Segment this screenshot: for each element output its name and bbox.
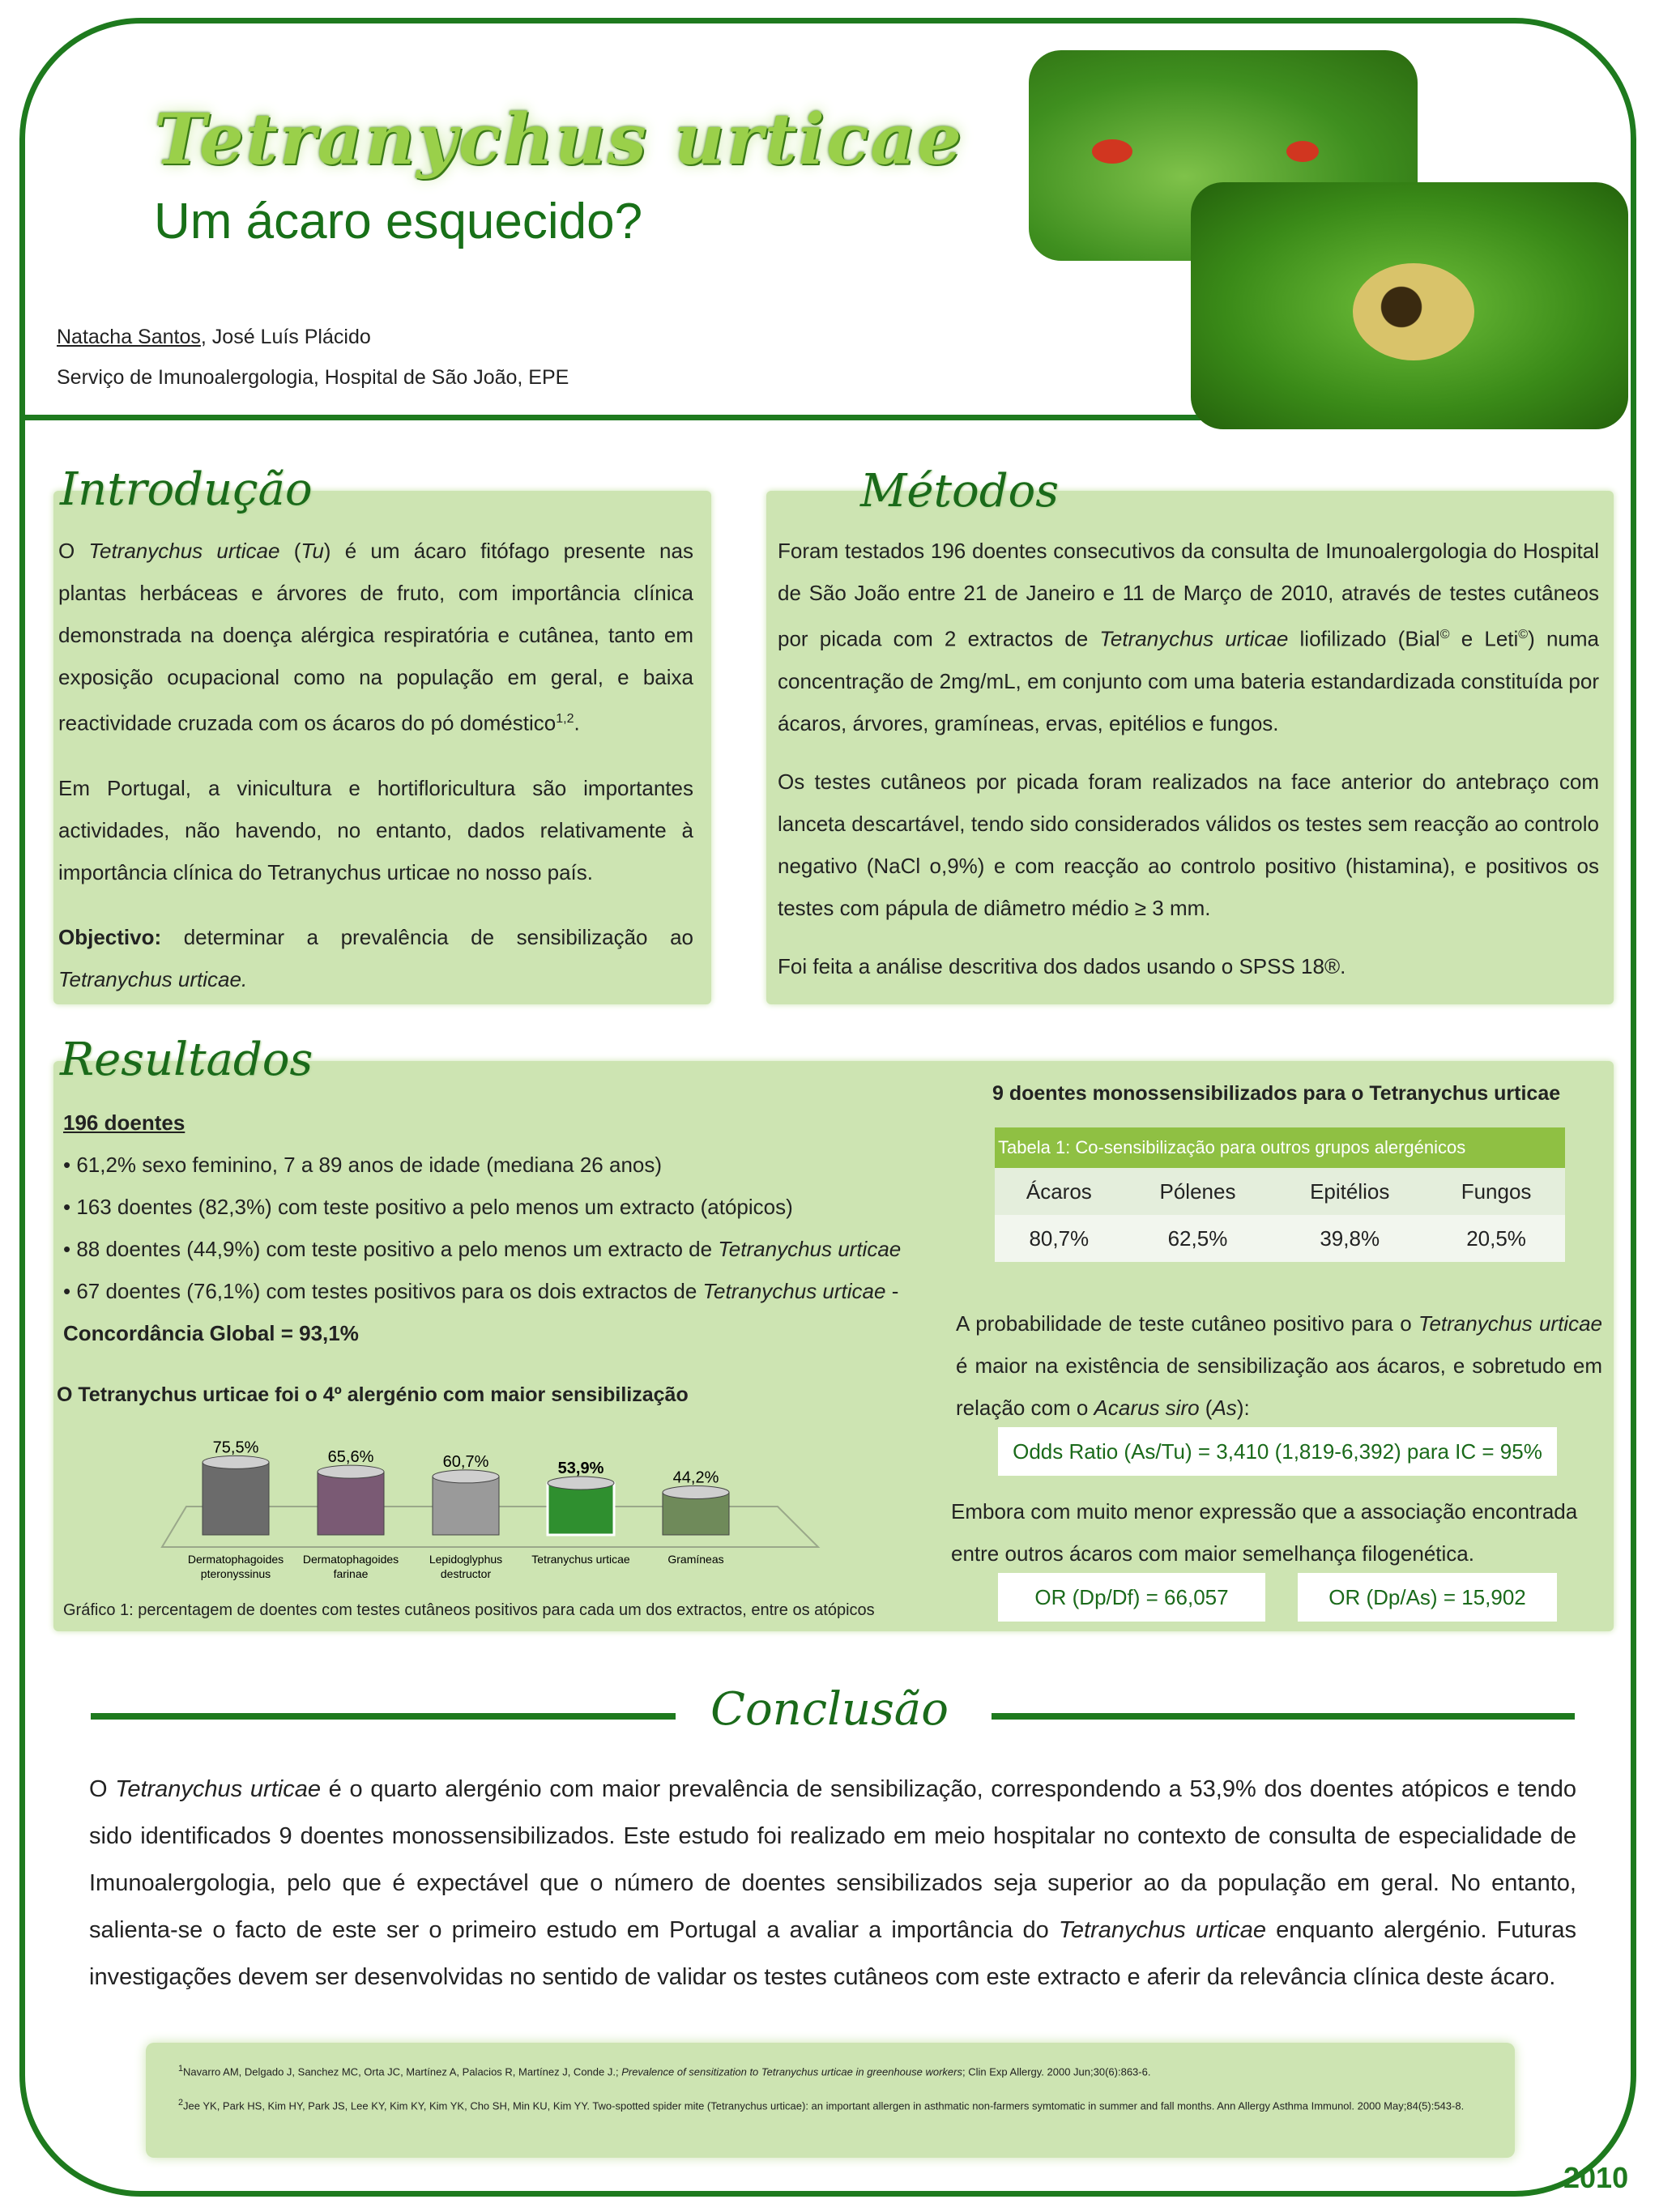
chart-bar-cap xyxy=(548,1477,614,1490)
table-header-row xyxy=(995,1168,1565,1215)
chart-value-label: 44,2% xyxy=(672,1468,719,1487)
chart-bar xyxy=(548,1483,614,1535)
table-cell: 62,5% xyxy=(1124,1215,1273,1262)
chart-bar xyxy=(318,1472,384,1535)
poster-title: Tetranychus urticae xyxy=(154,99,963,181)
patients-heading: 196 doentes xyxy=(63,1110,186,1135)
table-header-cell: Fungos xyxy=(1427,1168,1565,1215)
intro-objective: Objectivo: determinar a prevalência de sensibilização ao Tetranychus urticae. xyxy=(58,924,693,991)
intro-paragraph-2: Em Portugal, a vinicultura e hortifloricultura são importantes actividades, não havendo, no entanto, dados relativamente à importância clínica do Tetranychus urticae no nosso país. xyxy=(58,775,693,884)
graph-caption: Gráfico 1: percentagem de doentes com testes cutâneos positivos para cada um dos extractos, entre os atópicos xyxy=(63,1601,875,1619)
table-cell: 80,7% xyxy=(995,1215,1124,1262)
chart-category-label: Tetranychus urticae xyxy=(531,1553,630,1566)
references-panel xyxy=(146,2043,1515,2158)
table-cell: 39,8% xyxy=(1272,1215,1427,1262)
main-author: Natacha Santos xyxy=(57,326,201,348)
reference-2: $^2$Jee YK, Park HS, Kim HY, Park JS, Lee KY, Kim KY, Kim YK, Cho SH, Min KU, Kim YY. Two-spotted spider mite (Tetranychus urticae): an important allergen in asthmatic non-farmers symtomatic in summer and fall months. Ann Allergy Asthma Immunol. 2000 May;84(5):543-8. xyxy=(178,2098,1465,2112)
chart-category-label: farinae xyxy=(333,1567,369,1580)
or-dp-as-box: OR (Dp/As) = 15,902 xyxy=(1298,1573,1557,1622)
table-cell: 20,5% xyxy=(1427,1215,1565,1262)
metodos-panel xyxy=(766,491,1614,1004)
global-concordance: Concordância Global = 93,1% xyxy=(63,1321,359,1345)
chart-bar xyxy=(203,1462,269,1535)
table-header-cell: Ácaros xyxy=(995,1168,1124,1215)
chart-value-label: 60,7% xyxy=(442,1452,489,1471)
chart-value-label: 53,9% xyxy=(557,1459,604,1477)
header-divider xyxy=(23,415,1205,420)
table-header-cell: Pólenes xyxy=(1124,1168,1273,1215)
table-header-cell: Epitélios xyxy=(1272,1168,1427,1215)
intro-panel xyxy=(53,491,711,1004)
conclusao-title: Conclusão xyxy=(710,1683,949,1736)
chart-bar xyxy=(433,1477,499,1535)
bullet-sex-age: • 61,2% sexo feminino, 7 a 89 anos de idade (mediana 26 anos) xyxy=(63,1153,663,1177)
odds-ratio-box: Odds Ratio (As/Tu) = 3,410 (1,819-6,392) para IC = 95% xyxy=(998,1427,1557,1476)
chart-category-label: Lepidoglyphus xyxy=(429,1553,503,1566)
bullet-atopic: • 163 doentes (82,3%) com teste positivo a pelo menos um extracto (atópicos) xyxy=(63,1195,793,1219)
table-caption-row xyxy=(995,1127,1565,1168)
authors xyxy=(57,326,371,349)
or-dp-df-box: OR (Dp/Df) = 66,057 xyxy=(998,1573,1265,1622)
co-sensitization-table xyxy=(995,1127,1565,1262)
bullet-tu-positive: • 88 doentes (44,9%) com teste positivo a pelo menos um extracto de Tetranychus urticae xyxy=(63,1237,902,1261)
metodos-paragraph-3: Foi feita a análise descritiva dos dados usando o SPSS 18®. xyxy=(778,953,1346,978)
bullet-both-extracts: • 67 doentes (76,1%) com testes positivos para os dois extractos de Tetranychus urticae - xyxy=(63,1279,899,1303)
probability-text: A probabilidade de teste cutâneo positivo para o Tetranychus urticae é maior na existência de sensibilização aos ácaros, e sobretudo em relação com o Acarus siro (As): xyxy=(956,1311,1602,1420)
table-caption: Tabela 1: Co-sensibilização para outros grupos alergénicos xyxy=(995,1127,1565,1168)
chart-bar-cap xyxy=(318,1465,384,1478)
chart-bar-cap xyxy=(663,1486,729,1499)
mite-photo-spotted xyxy=(1191,182,1628,429)
allergen-chart xyxy=(146,1426,842,1596)
resultados-title: Resultados xyxy=(60,1034,313,1086)
chart-category-label: pteronyssinus xyxy=(200,1567,271,1580)
chart-bar-cap xyxy=(203,1455,269,1468)
chart-bar-cap xyxy=(433,1470,499,1483)
chart-category-label: Dermatophagoides xyxy=(302,1553,399,1566)
metodos-paragraph-2: Os testes cutâneos por picada foram realizados na face anterior do antebraço com lanceta descartável, tendo sido considerados válidos os testes sem reacção ao controlo negativo (NaCl o,9%) e com reacção ao controlo positivo (histamina), e positivos os testes com pápula de diâmetro médio ≥ 3 mm. xyxy=(778,769,1599,920)
spotted-mite-icon xyxy=(1353,263,1474,360)
table-heading: 9 doentes monossensibilizados para o Tetranychus urticae xyxy=(992,1082,1561,1105)
chart-value-label: 75,5% xyxy=(212,1438,259,1457)
year: 2010 xyxy=(1563,2161,1629,2194)
chart-category-label: Dermatophagoides xyxy=(187,1553,284,1566)
chart-value-label: 65,6% xyxy=(327,1448,374,1467)
intro-title: Introdução xyxy=(60,463,313,516)
metodos-paragraph-1: Foram testados 196 doentes consecutivos da consulta de Imunoalergologia do Hospital de São João entre 21 de Janeiro e 11 de Março de 2010, através de testes cutâneos por picada com 2 extractos de Tetranychus urticae liofilizado (Bial© e Leti©) numa concentração de 2mg/mL, em conjunto com uma bateria estandardizada constituída por ácaros, árvores, gramíneas, ervas, epitélios e fungos. xyxy=(778,539,1599,735)
table-row xyxy=(995,1215,1565,1262)
affiliation: Serviço de Imunoalergologia, Hospital de São João, EPE xyxy=(57,366,569,389)
graph-title: O Tetranychus urticae foi o 4º alergénio com maior sensibilização xyxy=(57,1383,689,1406)
reference-1: $^1$Navarro AM, Delgado J, Sanchez MC, Orta JC, Martínez A, Palacios R, Martínez J, Conde J.; Prevalence of sensitization to Tetranychus urticae in greenhouse workers; Clin Exp Allergy. 2000 Jun;30(6):863-6. xyxy=(178,2064,1151,2078)
intro-paragraph-1: O Tetranychus urticae (Tu) é um ácaro fitófago presente nas plantas herbáceas e árvores de fruto, com importância clínica demonstrada na doença alérgica respiratória e cutânea, tanto em exposição ocupacional como na população em geral, e baixa reactividade cruzada com os ácaros do pó doméstico$^{1,2}$. xyxy=(58,539,693,735)
red-mite-icon xyxy=(1286,141,1319,162)
metodos-title: Métodos xyxy=(860,465,1059,518)
embora-text: Embora com muito menor expressão que a associação encontrada entre outros ácaros com maior semelhança filogenética. xyxy=(951,1499,1578,1566)
chart-category-label: destructor xyxy=(440,1567,492,1580)
resultados-bullets xyxy=(63,1102,901,1354)
conclusion-text: O Tetranychus urticae é o quarto alergénio com maior prevalência de sensibilização, correspondendo a 53,9% dos doentes atópicos e tendo sido identificados 9 doentes monossensibilizados. Este estudo foi realizado em meio hospitalar no contexto de consulta de especialidade de Imunoalergologia, pelo que é expectável que o número de doentes sensibilizados seja superior ao da população em geral. No entanto, salienta-se o facto de este ser o primeiro estudo em Portugal a avaliar a importância do Tetranychus urticae enquanto alergénio. Futuras investigações devem ser desenvolvidas no sentido de validar os testes cutâneos com este extracto e aferir da relevância clínica deste ácaro. xyxy=(89,1776,1576,1990)
poster-subtitle: Um ácaro esquecido? xyxy=(154,194,643,249)
chart-category-label: Gramíneas xyxy=(667,1553,724,1566)
red-mite-icon xyxy=(1092,139,1132,164)
co-authors: , José Luís Plácido xyxy=(200,326,371,348)
